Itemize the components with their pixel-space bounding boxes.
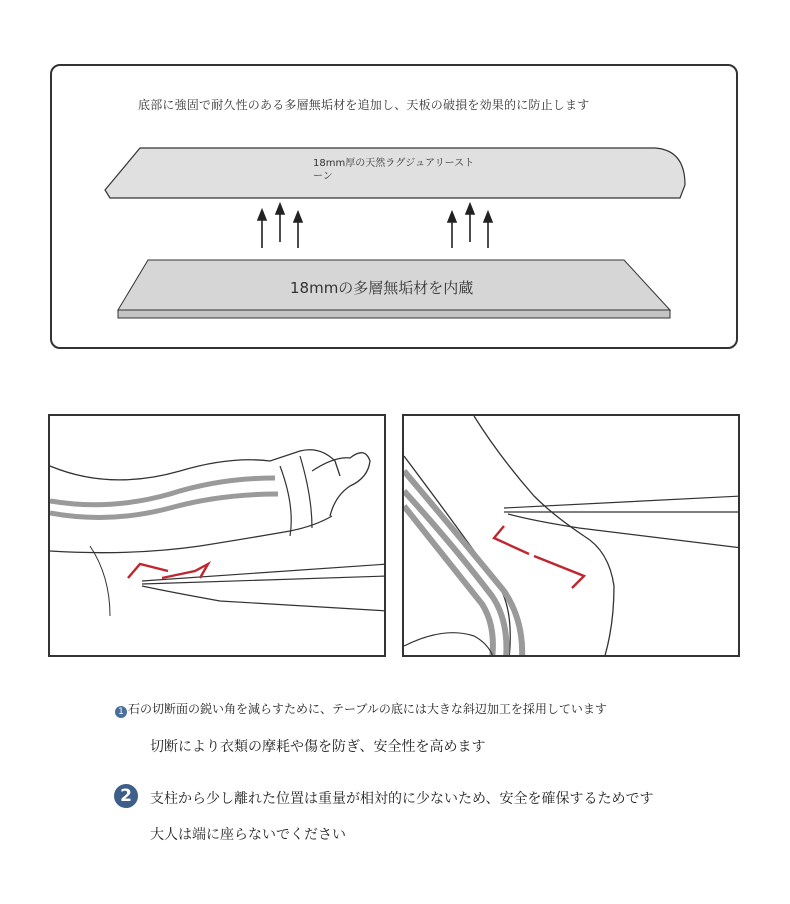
note-2-subtext: 大人は端に座らないでください — [150, 827, 346, 843]
leg-drawing — [404, 416, 740, 657]
arm-drawing — [50, 416, 386, 657]
number-badge-1: 1 — [115, 706, 127, 718]
leg-illustration-panel — [402, 414, 740, 657]
arm-illustration-panel — [48, 414, 386, 657]
note-1-subtext: 切断により衣類の摩耗や傷を防ぎ、安全性を高めます — [150, 739, 486, 755]
arrow-group-right — [448, 204, 492, 248]
arrow-group-left — [258, 204, 302, 248]
top-caption: 底部に強固で耐久性のある多層無垢材を追加し、天板の破損を効果的に防止します — [138, 98, 590, 112]
layer-label: 18mmの多層無垢材を内蔵 — [290, 279, 474, 297]
note-1 — [115, 700, 607, 718]
red-mark-upper — [494, 526, 529, 554]
stone-label: 18mm厚の天然ラグジュアリーストーン — [313, 158, 475, 182]
red-mark-right — [162, 564, 208, 578]
number-badge-2: 2 — [114, 784, 138, 808]
note-2-text: 支柱から少し離れた位置は重量が相対的に少ないため、安全を確保するためです — [150, 791, 654, 807]
red-mark-left — [128, 564, 168, 578]
red-mark-lower — [534, 556, 584, 588]
note-1-text: 石の切断面の鋭い角を減らすために、テーブルの底には大きな斜辺加工を採用しています — [128, 702, 607, 716]
